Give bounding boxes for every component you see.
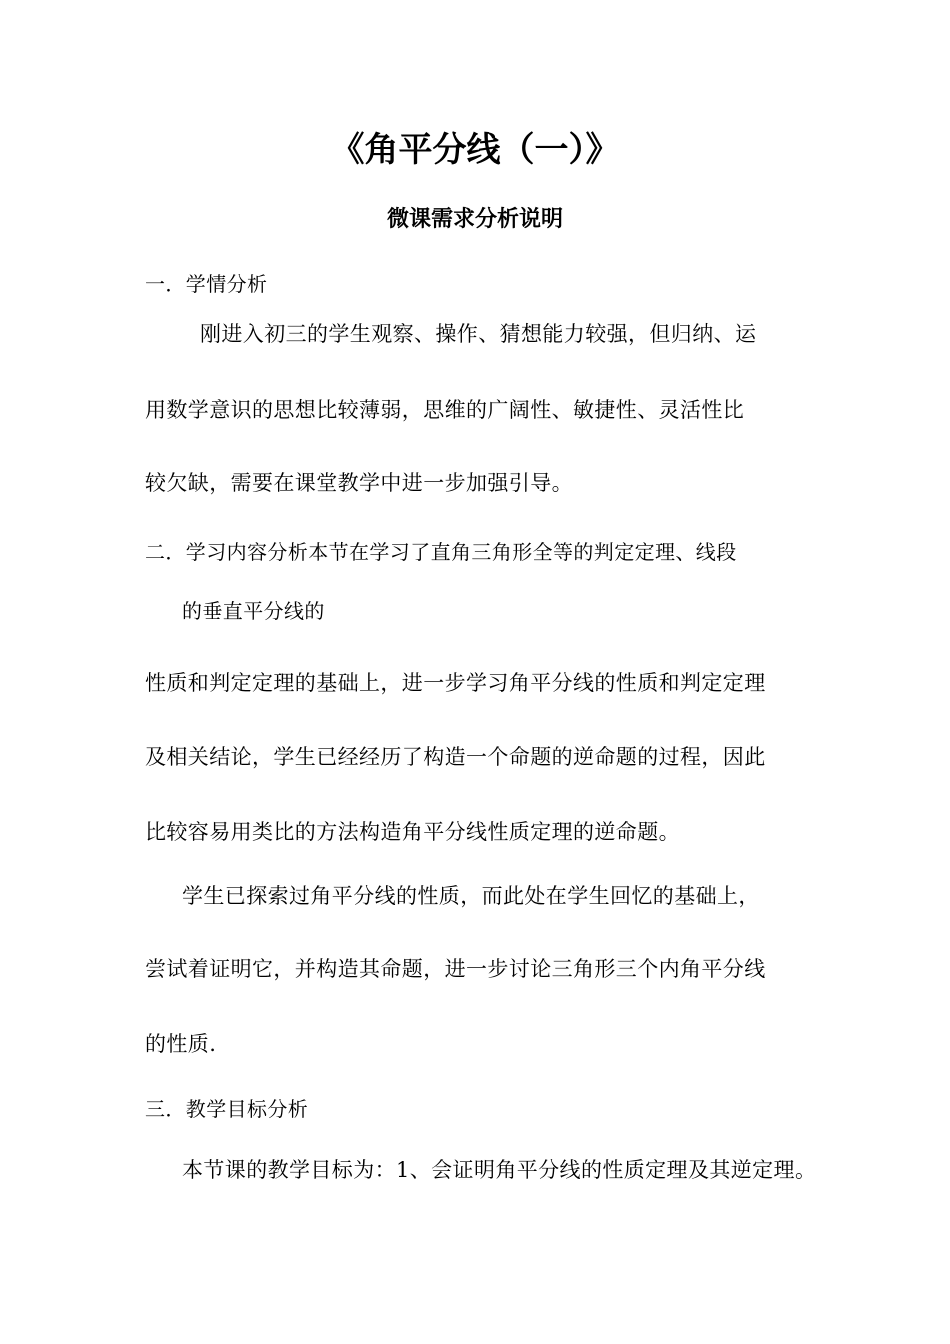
document-subtitle: 微课需求分析说明	[386, 207, 563, 232]
paragraph-line: 学生已探索过角平分线的性质，而此处在学生回忆的基础上，	[182, 884, 760, 908]
document-title: 《角平分线（一）》	[330, 130, 620, 170]
paragraph-line: 及相关结论，学生已经经历了构造一个命题的逆命题的过程，因此	[145, 745, 766, 769]
paragraph-line: 尝试着证明它，并构造其命题，进一步讨论三角形三个内角平分线	[145, 957, 766, 981]
paragraph-line: 比较容易用类比的方法构造角平分线性质定理的逆命题。	[145, 820, 680, 844]
paragraph-line: 用数学意识的思想比较薄弱，思维的广阔性、敏捷性、灵活性比	[145, 398, 745, 422]
section-heading-1: 一．学情分析	[145, 272, 268, 296]
paragraph-line: 的性质.	[145, 1032, 217, 1056]
paragraph-line: 较欠缺，需要在课堂教学中进一步加强引导。	[145, 471, 573, 495]
section-heading-2: 二．学习内容分析本节在学习了直角三角形全等的判定定理、线段	[145, 540, 737, 564]
section-heading-3: 三．教学目标分析	[145, 1097, 309, 1121]
paragraph-line: 性质和判定定理的基础上，进一步学习角平分线的性质和判定定理	[145, 671, 766, 695]
paragraph-line: 刚进入初三的学生观察、操作、猜想能力较强，但归纳、运	[200, 322, 757, 346]
section-heading-2-continued: 的垂直平分线的	[182, 599, 325, 623]
paragraph-line: 本节课的教学目标为：1、会证明角平分线的性质定理及其逆定理。	[182, 1158, 817, 1182]
